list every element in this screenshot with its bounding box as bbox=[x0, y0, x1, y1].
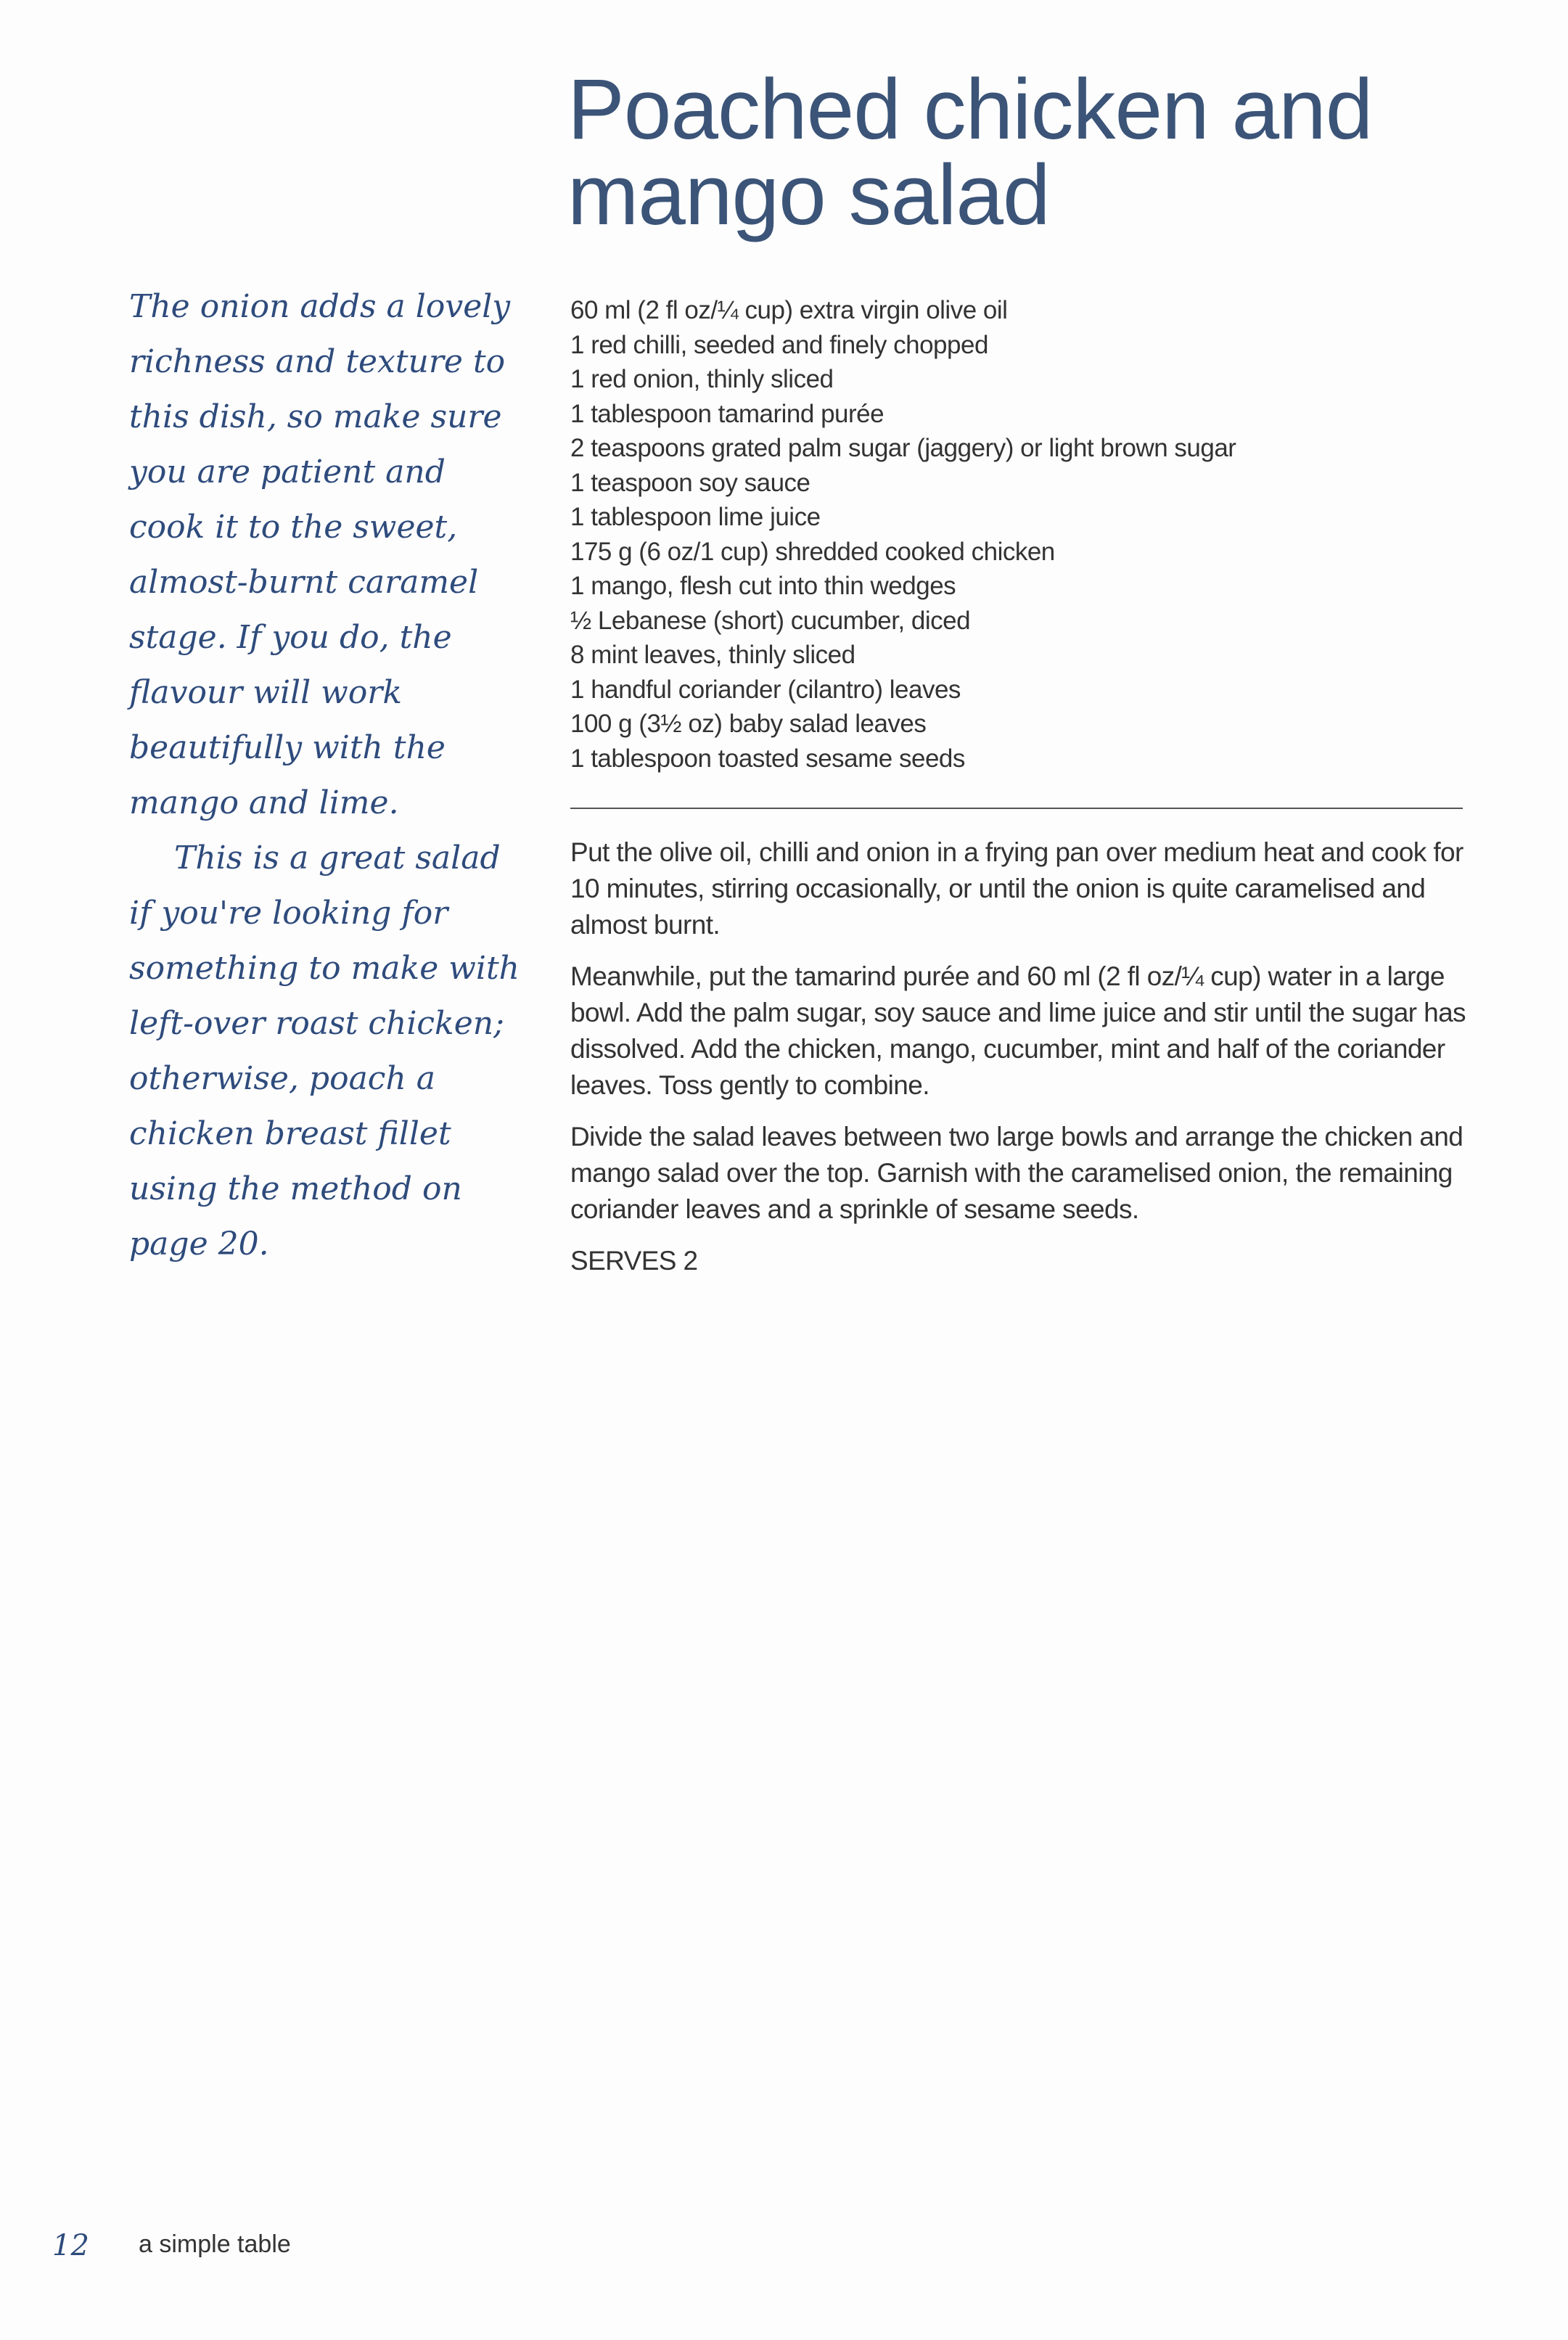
recipe-title bbox=[567, 62, 1373, 243]
page-number: 12 bbox=[52, 2229, 89, 2262]
ingredient-item: 1 teaspoon soy sauce bbox=[570, 468, 810, 497]
note-line: richness and texture to bbox=[129, 343, 506, 380]
note-line: if you're looking for bbox=[129, 895, 448, 932]
note-line: you are patient and bbox=[129, 453, 446, 490]
note-line: otherwise, poach a bbox=[129, 1060, 435, 1097]
ingredient-item: 60 ml (2 fl oz/¼ cup) extra virgin olive oil bbox=[570, 296, 1008, 324]
ingredient-item: 1 tablespoon toasted sesame seeds bbox=[570, 744, 965, 773]
ingredient-item: 1 red chilli, seeded and finely chopped bbox=[570, 330, 988, 359]
note-line: this dish, so make sure bbox=[129, 398, 502, 435]
ingredient-item: 100 g (3½ oz) baby salad leaves bbox=[570, 710, 927, 738]
note-line: stage. If you do, the bbox=[129, 619, 452, 656]
ingredient-item: 1 handful coriander (cilantro) leaves bbox=[570, 675, 961, 704]
note-line: something to make with bbox=[129, 950, 520, 987]
ingredient-item: 1 tablespoon lime juice bbox=[570, 503, 821, 531]
ingredient-item: 8 mint leaves, thinly sliced bbox=[570, 641, 855, 669]
note-line: page 20. bbox=[129, 1226, 269, 1263]
ingredient-item: 1 tablespoon tamarind purée bbox=[570, 399, 884, 428]
ingredient-item: 1 mango, flesh cut into thin wedges bbox=[570, 572, 956, 600]
note-line: beautifully with the bbox=[129, 729, 446, 766]
note-line: flavour will work bbox=[129, 674, 402, 711]
note-line: almost-burnt caramel bbox=[129, 564, 479, 601]
method-section bbox=[570, 834, 1470, 1279]
ingredient-item: 175 g (6 oz/1 cup) shredded cooked chicken bbox=[570, 537, 1055, 566]
note-line: using the method on bbox=[129, 1170, 462, 1207]
divider bbox=[570, 808, 1463, 809]
note-line: The onion adds a lovely bbox=[129, 288, 511, 325]
method-step: Meanwhile, put the tamarind purée and 60 ml (2 fl oz/¼ cup) water in a large bowl. Add the palm sugar, soy sauce and lime juice and stir until the sugar has dissolved. Add the chicken, mango, cucumber, mint and half of the coriander leaves. Toss gently to combine. bbox=[570, 961, 1466, 1100]
method-step: Divide the salad leaves between two large bowls and arrange the chicken and mango salad over the top. Garnish with the caramelised onion, the remaining coriander leaves and a sprinkle of sesame seeds. bbox=[570, 1122, 1464, 1224]
ingredient-item: 1 red onion, thinly sliced bbox=[570, 365, 834, 393]
note-line: This is a great salad bbox=[174, 839, 501, 877]
title-line: mango salad bbox=[567, 147, 1050, 243]
book-title: a simple table bbox=[139, 2230, 291, 2258]
ingredient-item: ½ Lebanese (short) cucumber, diced bbox=[570, 606, 971, 635]
ingredient-item: 2 teaspoons grated palm sugar (jaggery) or light brown sugar bbox=[570, 434, 1236, 462]
handwritten-note bbox=[129, 279, 550, 1272]
title-line: Poached chicken and bbox=[567, 62, 1373, 157]
serves-label: SERVES 2 bbox=[570, 1246, 698, 1276]
note-line: mango and lime. bbox=[129, 784, 399, 821]
note-line: cook it to the sweet, bbox=[129, 509, 458, 546]
ingredient-list bbox=[570, 293, 1236, 776]
method-step: Put the olive oil, chilli and onion in a frying pan over medium heat and cook for 10 minutes, stirring occasionally, or until the onion is quite caramelised and almost burnt. bbox=[570, 837, 1464, 940]
note-line: left-over roast chicken; bbox=[129, 1005, 504, 1042]
note-line: chicken breast fillet bbox=[129, 1115, 451, 1152]
